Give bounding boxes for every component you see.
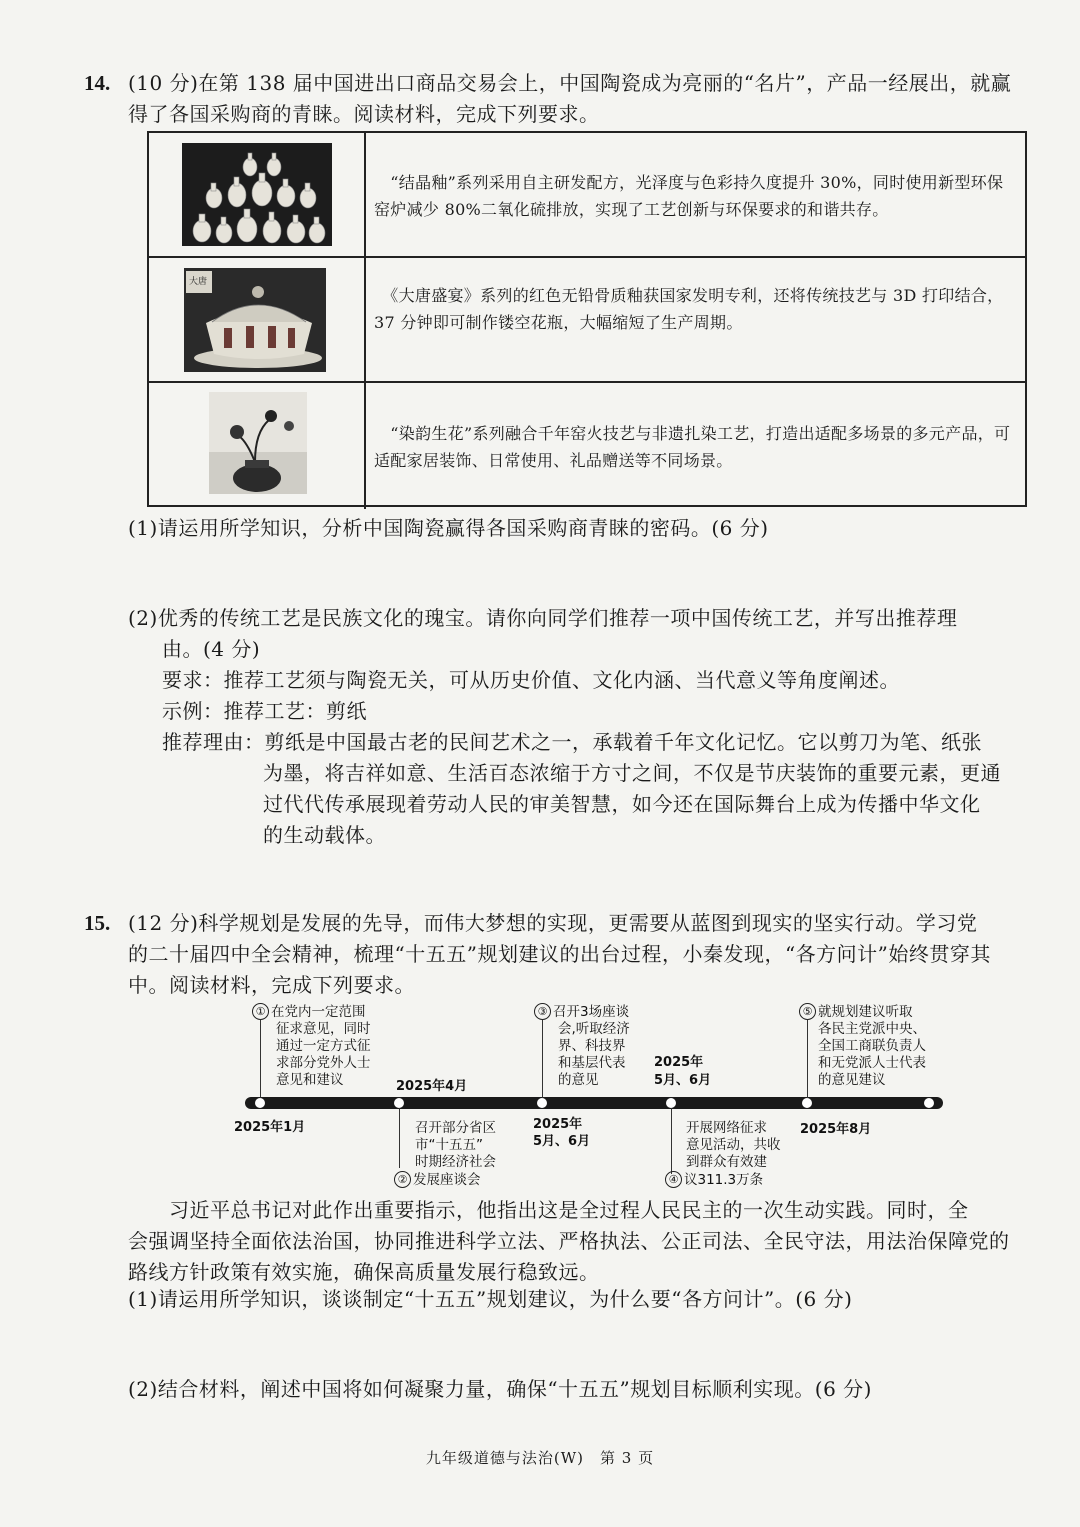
question-14-example: 示例：推荐工艺：剪纸 [162, 699, 367, 723]
flower-vase-photo-icon [209, 392, 307, 494]
timeline-date-2: 2025年4月 [396, 1079, 468, 1094]
timeline-event-2: 召开部分省区 市“十五五” 时期经济社会 ② 发展座谈会 [415, 1120, 496, 1189]
timeline-event-1: ① 在党内一定范围 征求意见，同时 通过一定方式征 求部分党外人士 意见和建议 [252, 1003, 371, 1089]
timeline-axis [245, 1097, 943, 1109]
question-14-reason-line2: 为墨，将吉祥如意、生活百态浓缩于方寸之间，不仅是节庆装饰的重要元素，更通 [263, 761, 1001, 785]
material-row-2-text: 《大唐盛宴》系列的红色无铅骨质釉获国家发明专利，还将传统技艺与 3D 打印结合，37 分钟即可制作镂空花瓶，大幅缩短了生产周期。 [374, 286, 1004, 332]
question-14-reason-line3: 过代代传承展现着劳动人民的审美智慧，如今还在国际舞台上成为传播中华文化 [263, 792, 981, 816]
svg-text:大唐: 大唐 [189, 277, 208, 287]
timeline-date-3: 2025年 5月、6月 [533, 1117, 591, 1149]
material-row-3 [149, 383, 1025, 509]
question-14-sub1: (1)请运用所学知识，分析中国陶瓷赢得各国采购商青睐的密码。(6 分) [128, 516, 769, 540]
question-14-sub2-line1: (2)优秀的传统工艺是民族文化的瑰宝。请你向同学们推荐一项中国传统工艺，并写出推荐理 [128, 606, 958, 630]
question-14-requirement: 要求：推荐工艺须与陶瓷无关，可从历史价值、文化内涵、当代意义等角度阐述。 [162, 668, 900, 692]
question-15-intro-line2: 的二十届四中全会精神，梳理“十五五”规划建议的出台过程，小秦发现，“各方问计”始终贯穿其 [128, 942, 991, 966]
timeline [234, 1002, 950, 1188]
material-row-3-text: “染韵生花”系列融合千年窑火技艺与非遗扎染工艺，打造出适配多场景的多元产品，可适配家居装饰、日常使用、礼品赠送等不同场景。 [374, 424, 1011, 470]
timeline-event-3: ③ 召开3场座谈 会,听取经济 界、科技界 和基层代表 的意见 [534, 1003, 630, 1089]
timeline-dot-4 [666, 1098, 676, 1108]
timeline-date-5: 2025年8月 [800, 1122, 872, 1137]
material-table [147, 131, 1027, 507]
timeline-dot-2 [394, 1098, 404, 1108]
material-row-2 [149, 258, 1025, 383]
material-row-1-text: “结晶釉”系列采用自主研发配方，光泽度与色彩持久度提升 30%，同时使用新型环保窑炉减少 80%二氧化硫排放，实现了工艺创新与环保要求的和谐共存。 [374, 173, 1004, 219]
question-14-reason-line1: 推荐理由：剪纸是中国最古老的民间艺术之一，承载着千年文化记忆。它以剪刀为笔、纸张 [162, 730, 982, 754]
question-15-number: 15. [84, 911, 111, 935]
question-15-material-line3: 路线方针政策有效实施，确保高质量发展行稳致远。 [128, 1260, 600, 1284]
question-15-sub1: (1)请运用所学知识，谈谈制定“十五五”规划建议，为什么要“各方问计”。(6 分) [128, 1287, 853, 1311]
question-14-number: 14. [84, 71, 111, 95]
timeline-dot-5 [802, 1098, 812, 1108]
timeline-date-1: 2025年1月 [234, 1120, 306, 1135]
timeline-event-4: 开展网络征求 意见活动，共收 到群众有效建 ④ 议311.3万条 [686, 1120, 781, 1189]
ceramic-vases-photo-icon [182, 143, 332, 246]
timeline-dot-end [924, 1098, 934, 1108]
question-14-intro-line2: 得了各国采购商的青睐。阅读材料，完成下列要求。 [128, 102, 600, 126]
question-15-material-line1: 习近平总书记对此作出重要指示，他指出这是全过程人民民主的一次生动实践。同时，全 [128, 1198, 969, 1222]
timeline-event-5: ⑤ 就规划建议听取 各民主党派中央、 全国工商联负责人 和无党派人士代表 的意见建议 [799, 1003, 926, 1089]
material-row-1 [149, 133, 1025, 258]
timeline-dot-1 [255, 1098, 265, 1108]
question-14-sub2-line2: 由。(4 分) [162, 637, 261, 661]
question-15-intro-line1: (12 分)科学规划是发展的先导，而伟大梦想的实现，更需要从蓝图到现实的坚实行动。学习党 [128, 911, 978, 935]
page-footer: 九年级道德与法治(W) 第 3 页 [425, 1449, 655, 1467]
question-14-intro-line1: (10 分)在第 138 届中国进出口商品交易会上，中国陶瓷成为亮丽的“名片”，产品一经展出，就赢 [128, 71, 1012, 95]
question-15-intro-line3: 中。阅读材料，完成下列要求。 [128, 973, 415, 997]
question-14-reason-line4: 的生动载体。 [263, 823, 386, 847]
tea-bowl-photo-icon [184, 268, 326, 372]
timeline-dot-3 [537, 1098, 547, 1108]
question-15-material-line2: 会强调坚持全面依法治国，协同推进科学立法、严格执法、公正司法、全民守法，用法治保障党的 [128, 1229, 1010, 1253]
timeline-date-4: 2025年 5月、6月 [654, 1055, 712, 1088]
question-15-sub2: (2)结合材料，阐述中国将如何凝聚力量，确保“十五五”规划目标顺利实现。(6 分) [128, 1377, 872, 1401]
